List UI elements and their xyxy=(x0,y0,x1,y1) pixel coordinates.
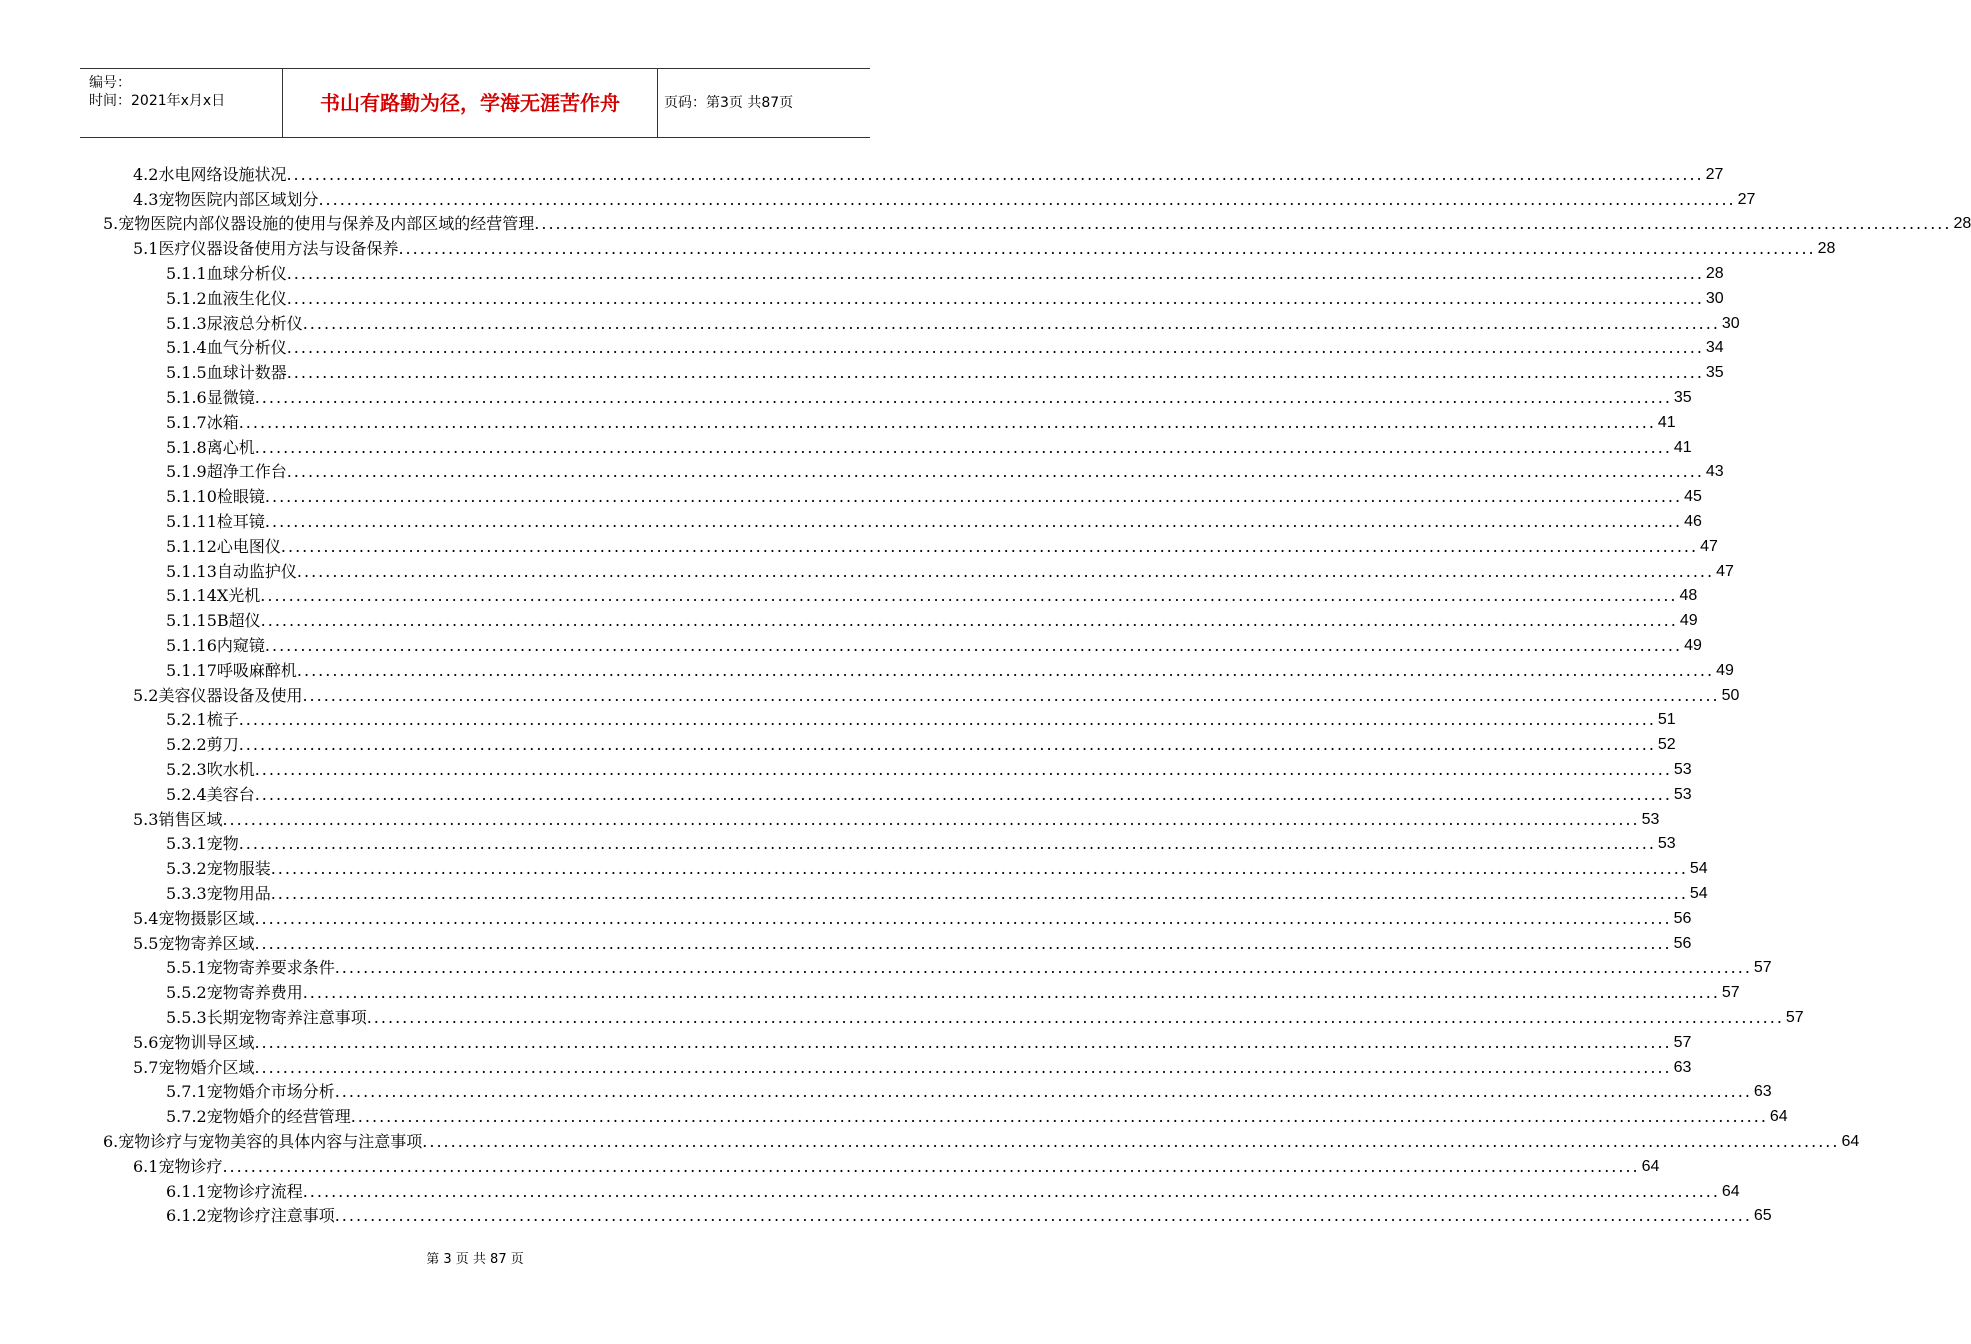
toc-entry-title: 5.2.4美容台 xyxy=(166,784,255,804)
toc-entry-title: 5.1.13自动监护仪 xyxy=(166,561,297,581)
toc-dot-leader: ........................................................................................................................................................................................................ xyxy=(238,710,1656,730)
toc-entry[interactable] xyxy=(133,234,1836,259)
toc-dot-leader: ........................................................................................................................................................................................................ xyxy=(366,1007,1784,1027)
toc-entry-page: 57 xyxy=(1721,984,1740,1002)
toc-entry-page: 54 xyxy=(1689,884,1708,902)
toc-dot-leader: ........................................................................................................................................................................................................ xyxy=(296,660,1715,680)
toc-entry-title: 6.1.1宠物诊疗流程 xyxy=(166,1181,303,1201)
toc-entry-title: 5.7.2宠物婚介的经营管理 xyxy=(166,1107,351,1127)
toc-entry-title: 5.1.12心电图仪 xyxy=(166,536,281,556)
toc-dot-leader: ........................................................................................................................................................................................................ xyxy=(280,536,1699,556)
toc-entry[interactable] xyxy=(166,631,1702,656)
toc-entry-page: 49 xyxy=(1716,661,1734,679)
toc-dot-leader: ........................................................................................................................................................................................................ xyxy=(270,883,1688,903)
toc-entry[interactable] xyxy=(166,656,1734,681)
toc-entry[interactable] xyxy=(103,210,1971,235)
toc-dot-leader: ........................................................................................................................................................................................................ xyxy=(254,784,1672,804)
toc-entry-page: 47 xyxy=(1700,537,1718,555)
toc-dot-leader: ........................................................................................................................................................................................................ xyxy=(302,1181,1720,1201)
document-time: 时间：2021年x月x日 xyxy=(89,93,226,109)
header-page-info: 页码：第3页 共87页 xyxy=(664,95,794,111)
toc-entry-page: 53 xyxy=(1673,760,1692,778)
toc-entry[interactable] xyxy=(166,1202,1772,1227)
toc-entry-title: 5.3.3宠物用品 xyxy=(166,883,271,903)
toc-entry[interactable] xyxy=(166,557,1734,582)
toc-entry-page: 49 xyxy=(1679,612,1698,630)
toc-entry-page: 50 xyxy=(1721,686,1740,704)
toc-entry[interactable] xyxy=(166,482,1702,507)
toc-entry-page: 43 xyxy=(1705,463,1724,481)
toc-entry[interactable] xyxy=(166,854,1708,879)
toc-entry[interactable] xyxy=(166,1078,1772,1103)
toc-dot-leader: ........................................................................................................................................................................................................ xyxy=(254,933,1672,953)
toc-entry-title: 5.1.9超净工作台 xyxy=(166,462,287,482)
toc-dot-leader: ........................................................................................................................................................................................................ xyxy=(264,487,1683,507)
toc-entry-page: 64 xyxy=(1641,1157,1660,1175)
toc-entry-title: 5.1医疗仪器设备使用方法与设备保养 xyxy=(133,239,399,259)
toc-entry-page: 34 xyxy=(1705,339,1724,357)
toc-entry-page: 54 xyxy=(1689,860,1708,878)
toc-entry-page: 63 xyxy=(1673,1058,1692,1076)
toc-dot-leader: ........................................................................................................................................................................................................ xyxy=(254,1032,1672,1052)
toc-entry-page: 53 xyxy=(1641,810,1660,828)
toc-dot-leader: ........................................................................................................................................................................................................ xyxy=(534,214,1952,234)
toc-entry-page: 53 xyxy=(1657,835,1676,853)
toc-dot-leader: ........................................................................................................................................................................................................ xyxy=(286,462,1704,482)
toc-entry[interactable] xyxy=(103,1127,1860,1152)
toc-dot-leader: ........................................................................................................................................................................................................ xyxy=(260,611,1678,631)
toc-dot-leader: ........................................................................................................................................................................................................ xyxy=(302,983,1720,1003)
toc-dot-leader: ........................................................................................................................................................................................................ xyxy=(398,239,1816,259)
toc-entry[interactable] xyxy=(166,433,1692,458)
toc-entry-page: 28 xyxy=(1705,264,1724,282)
toc-entry-page: 45 xyxy=(1684,488,1702,506)
toc-entry-page: 35 xyxy=(1705,364,1724,382)
toc-entry-page: 41 xyxy=(1657,413,1676,431)
toc-entry-page: 63 xyxy=(1753,1083,1772,1101)
toc-entry[interactable] xyxy=(166,830,1676,855)
page-header xyxy=(80,68,870,138)
toc-dot-leader: ........................................................................................................................................................................................................ xyxy=(238,412,1656,432)
toc-entry-title: 5.1.6显微镜 xyxy=(166,387,255,407)
toc-entry-title: 5.2美容仪器设备及使用 xyxy=(133,685,303,705)
toc-entry-title: 5.1.4血气分析仪 xyxy=(166,338,287,358)
toc-entry-title: 5.7宠物婚介区域 xyxy=(133,1057,255,1077)
toc-entry-title: 5.4宠物摄影区域 xyxy=(133,908,255,928)
toc-entry-title: 4.3宠物医院内部区域划分 xyxy=(133,189,319,209)
toc-dot-leader: ........................................................................................................................................................................................................ xyxy=(286,263,1704,283)
toc-dot-leader: ........................................................................................................................................................................................................ xyxy=(334,1082,1752,1102)
toc-dot-leader: ........................................................................................................................................................................................................ xyxy=(302,313,1720,333)
toc-entry-title: 5.1.11检耳镜 xyxy=(166,511,265,531)
toc-dot-leader: ........................................................................................................................................................................................................ xyxy=(254,759,1672,779)
toc-entry[interactable] xyxy=(166,334,1724,359)
toc-dot-leader: ........................................................................................................................................................................................................ xyxy=(286,288,1704,308)
toc-entry-title: 5.1.5血球计数器 xyxy=(166,363,287,383)
toc-entry-page: 64 xyxy=(1841,1132,1860,1150)
toc-entry[interactable] xyxy=(133,1053,1692,1078)
toc-dot-leader: ........................................................................................................................................................................................................ xyxy=(334,958,1752,978)
toc-dot-leader: ........................................................................................................................................................................................................ xyxy=(334,1206,1752,1226)
toc-entry[interactable] xyxy=(133,1152,1660,1177)
toc-entry[interactable] xyxy=(166,259,1724,284)
toc-entry-title: 5.1.16内窥镜 xyxy=(166,635,265,655)
toc-entry-page: 27 xyxy=(1737,190,1756,208)
toc-entry[interactable] xyxy=(166,458,1724,483)
toc-entry[interactable] xyxy=(133,929,1692,954)
toc-dot-leader: ........................................................................................................................................................................................................ xyxy=(264,635,1683,655)
toc-dot-leader: ........................................................................................................................................................................................................ xyxy=(222,809,1640,829)
toc-entry-page: 41 xyxy=(1673,438,1692,456)
toc-entry[interactable] xyxy=(166,1003,1804,1028)
header-motto: 书山有路勤为径，学海无涯苦作舟 xyxy=(283,69,658,137)
toc-entry[interactable] xyxy=(166,309,1740,334)
toc-entry-title: 5.3销售区域 xyxy=(133,809,223,829)
toc-entry[interactable] xyxy=(166,408,1676,433)
toc-entry[interactable] xyxy=(166,507,1702,532)
toc-entry[interactable] xyxy=(133,805,1660,830)
toc-entry[interactable] xyxy=(166,606,1698,631)
toc-entry-page: 51 xyxy=(1657,711,1676,729)
toc-entry-title: 5.2.3吹水机 xyxy=(166,759,255,779)
toc-entry[interactable] xyxy=(133,185,1756,210)
toc-dot-leader: ........................................................................................................................................................................................................ xyxy=(302,685,1720,705)
toc-entry-page: 28 xyxy=(1817,240,1836,258)
toc-entry-page: 30 xyxy=(1705,289,1724,307)
toc-entry-page: 46 xyxy=(1684,512,1702,530)
toc-dot-leader: ........................................................................................................................................................................................................ xyxy=(350,1107,1768,1127)
toc-entry[interactable] xyxy=(133,1028,1692,1053)
toc-dot-leader: ........................................................................................................................................................................................................ xyxy=(422,1131,1840,1151)
toc-entry-title: 5.2.2剪刀 xyxy=(166,735,239,755)
toc-entry-page: 57 xyxy=(1673,1033,1692,1051)
toc-entry-title: 5.1.3尿液总分析仪 xyxy=(166,313,303,333)
toc-dot-leader: ........................................................................................................................................................................................................ xyxy=(238,735,1656,755)
toc-entry[interactable] xyxy=(166,755,1692,780)
toc-entry-page: 48 xyxy=(1679,587,1698,605)
toc-entry[interactable] xyxy=(166,383,1692,408)
toc-dot-leader: ........................................................................................................................................................................................................ xyxy=(296,561,1715,581)
toc-entry-title: 4.2水电网络设施状况 xyxy=(133,164,287,184)
toc-dot-leader: ........................................................................................................................................................................................................ xyxy=(254,387,1672,407)
toc-entry-title: 5.5.1宠物寄养要求条件 xyxy=(166,958,335,978)
toc-entry-title: 5.7.1宠物婚介市场分析 xyxy=(166,1082,335,1102)
page-footer: 第 3 页 共 87 页 xyxy=(426,1252,524,1267)
toc-entry[interactable] xyxy=(166,879,1708,904)
toc-entry-title: 5.3.1宠物 xyxy=(166,834,239,854)
toc-dot-leader: ........................................................................................................................................................................................................ xyxy=(254,437,1672,457)
header-meta xyxy=(80,69,283,137)
toc-entry[interactable] xyxy=(166,532,1718,557)
toc-entry-page: 65 xyxy=(1753,1207,1772,1225)
toc-entry[interactable] xyxy=(166,730,1676,755)
toc-entry-page: 49 xyxy=(1684,636,1702,654)
toc-dot-leader: ........................................................................................................................................................................................................ xyxy=(318,189,1736,209)
toc-entry-page: 64 xyxy=(1769,1108,1788,1126)
toc-entry-page: 35 xyxy=(1673,388,1692,406)
toc-dot-leader: ........................................................................................................................................................................................................ xyxy=(260,586,1678,606)
toc-entry[interactable] xyxy=(166,780,1692,805)
toc-entry-title: 5.6宠物训导区域 xyxy=(133,1032,255,1052)
toc-entry-title: 5.5.3长期宠物寄养注意事项 xyxy=(166,1007,367,1027)
document-number: 编号： xyxy=(89,75,131,91)
toc-dot-leader: ........................................................................................................................................................................................................ xyxy=(286,164,1704,184)
toc-entry-page: 56 xyxy=(1673,909,1692,927)
toc-entry[interactable] xyxy=(133,681,1740,706)
toc-entry-title: 5.1.8离心机 xyxy=(166,437,255,457)
toc-entry-page: 28 xyxy=(1953,215,1971,233)
toc-entry-page: 64 xyxy=(1721,1182,1740,1200)
toc-entry-title: 5.1.7冰箱 xyxy=(166,412,239,432)
toc-dot-leader: ........................................................................................................................................................................................................ xyxy=(264,511,1683,531)
toc-entry-title: 5.1.14X光机 xyxy=(166,586,261,606)
toc-entry-title: 6.宠物诊疗与宠物美容的具体内容与注意事项 xyxy=(103,1131,423,1151)
toc-entry-page: 57 xyxy=(1753,959,1772,977)
toc-entry[interactable] xyxy=(166,358,1724,383)
toc-dot-leader: ........................................................................................................................................................................................................ xyxy=(238,834,1656,854)
toc-entry-title: 5.1.17呼吸麻醉机 xyxy=(166,660,297,680)
toc-entry-title: 5.2.1梳子 xyxy=(166,710,239,730)
toc-entry-page: 47 xyxy=(1716,562,1734,580)
toc-dot-leader: ........................................................................................................................................................................................................ xyxy=(254,1057,1672,1077)
toc-entry-page: 27 xyxy=(1705,165,1724,183)
toc-entry-title: 5.1.15B超仪 xyxy=(166,611,261,631)
toc-entry-title: 5.5.2宠物寄养费用 xyxy=(166,983,303,1003)
toc-entry[interactable] xyxy=(166,1102,1788,1127)
toc-dot-leader: ........................................................................................................................................................................................................ xyxy=(286,338,1704,358)
toc-entry-title: 5.1.10检眼镜 xyxy=(166,487,265,507)
toc-entry-page: 56 xyxy=(1673,934,1692,952)
toc-entry-title: 5.3.2宠物服装 xyxy=(166,859,271,879)
toc-entry-title: 6.1宠物诊疗 xyxy=(133,1156,223,1176)
toc-entry-page: 52 xyxy=(1657,736,1676,754)
toc-entry-title: 5.1.1血球分析仪 xyxy=(166,263,287,283)
toc-entry[interactable] xyxy=(166,1177,1740,1202)
toc-entry[interactable] xyxy=(166,978,1740,1003)
toc-dot-leader: ........................................................................................................................................................................................................ xyxy=(222,1156,1640,1176)
toc-entry[interactable] xyxy=(166,954,1772,979)
toc-entry-page: 53 xyxy=(1673,785,1692,803)
toc-entry[interactable] xyxy=(166,284,1724,309)
toc-entry-page: 30 xyxy=(1721,314,1740,332)
toc-entry-title: 5.宠物医院内部仪器设施的使用与保养及内部区域的经营管理 xyxy=(103,214,535,234)
toc-entry-title: 5.1.2血液生化仪 xyxy=(166,288,287,308)
toc-dot-leader: ........................................................................................................................................................................................................ xyxy=(270,859,1688,879)
toc-entry-title: 6.1.2宠物诊疗注意事项 xyxy=(166,1206,335,1226)
toc-entry-title: 5.5宠物寄养区域 xyxy=(133,933,255,953)
toc-dot-leader: ........................................................................................................................................................................................................ xyxy=(254,908,1672,928)
toc-entry[interactable] xyxy=(166,582,1698,607)
toc-entry[interactable] xyxy=(133,160,1724,185)
toc-entry-page: 57 xyxy=(1785,1008,1804,1026)
toc-entry[interactable] xyxy=(133,904,1692,929)
toc-entry[interactable] xyxy=(166,706,1676,731)
toc-dot-leader: ........................................................................................................................................................................................................ xyxy=(286,363,1704,383)
